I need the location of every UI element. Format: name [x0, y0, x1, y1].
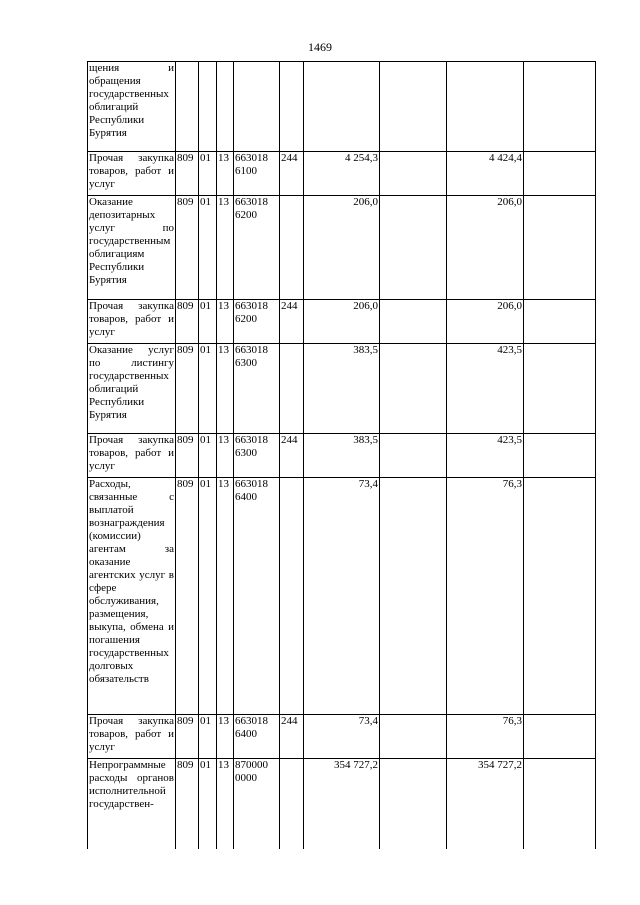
table-row: [88, 715, 596, 759]
empty-cell: [380, 759, 447, 849]
empty-cell: [380, 196, 447, 300]
amount-year-1: 73,4: [304, 715, 380, 759]
budget-table: [87, 61, 596, 849]
table-row: [88, 196, 596, 300]
empty-cell: [380, 152, 447, 196]
expense-type-code: 244: [280, 152, 304, 196]
amount-year-1: 206,0: [304, 300, 380, 344]
section-code: 01: [199, 344, 217, 434]
item-name: Прочая закупка товаров, работ и услуг: [88, 715, 176, 759]
subsection-code: 13: [217, 300, 234, 344]
target-article-code: 663018 6400: [234, 715, 280, 759]
expense-type-code: 244: [280, 434, 304, 478]
amount-year-1: 4 254,3: [304, 152, 380, 196]
empty-cell: [524, 152, 596, 196]
expense-type-code: [280, 62, 304, 152]
ministry-code: 809: [176, 478, 199, 715]
expense-type-code: [280, 478, 304, 715]
amount-year-2: [447, 62, 524, 152]
subsection-code: 13: [217, 715, 234, 759]
expense-type-code: [280, 344, 304, 434]
amount-year-2: 354 727,2: [447, 759, 524, 849]
target-article-code: 663018 6300: [234, 434, 280, 478]
empty-cell: [524, 478, 596, 715]
ministry-code: 809: [176, 434, 199, 478]
empty-cell: [380, 434, 447, 478]
expense-type-code: 244: [280, 715, 304, 759]
table-row: [88, 152, 596, 196]
section-code: 01: [199, 300, 217, 344]
empty-cell: [380, 300, 447, 344]
empty-cell: [524, 62, 596, 152]
expense-type-code: [280, 196, 304, 300]
target-article-code: 870000 0000: [234, 759, 280, 849]
empty-cell: [524, 434, 596, 478]
target-article-code: [234, 62, 280, 152]
amount-year-2: 206,0: [447, 300, 524, 344]
amount-year-1: 206,0: [304, 196, 380, 300]
table-row: [88, 478, 596, 715]
empty-cell: [380, 62, 447, 152]
subsection-code: 13: [217, 434, 234, 478]
empty-cell: [524, 196, 596, 300]
section-code: 01: [199, 152, 217, 196]
subsection-code: 13: [217, 344, 234, 434]
amount-year-2: 206,0: [447, 196, 524, 300]
section-code: 01: [199, 715, 217, 759]
ministry-code: 809: [176, 196, 199, 300]
amount-year-1: 383,5: [304, 434, 380, 478]
amount-year-2: 4 424,4: [447, 152, 524, 196]
expense-type-code: 244: [280, 300, 304, 344]
ministry-code: 809: [176, 152, 199, 196]
amount-year-1: 383,5: [304, 344, 380, 434]
table-row: [88, 759, 596, 849]
subsection-code: 13: [217, 759, 234, 849]
amount-year-1: [304, 62, 380, 152]
table-row: [88, 62, 596, 152]
item-name: Оказание услуг по листингу государственных облигаций Республики Бурятия: [88, 344, 176, 434]
item-name: Прочая закупка товаров, работ и услуг: [88, 152, 176, 196]
empty-cell: [524, 300, 596, 344]
ministry-code: [176, 62, 199, 152]
expense-type-code: [280, 759, 304, 849]
item-name: Непрограммные расходы органов исполнительной государствен-: [88, 759, 176, 849]
subsection-code: 13: [217, 152, 234, 196]
target-article-code: 663018 6200: [234, 196, 280, 300]
section-code: 01: [199, 196, 217, 300]
section-code: [199, 62, 217, 152]
subsection-code: 13: [217, 196, 234, 300]
target-article-code: 663018 6100: [234, 152, 280, 196]
ministry-code: 809: [176, 715, 199, 759]
subsection-code: [217, 62, 234, 152]
item-name: Прочая закупка товаров, работ и услуг: [88, 434, 176, 478]
amount-year-2: 423,5: [447, 344, 524, 434]
amount-year-2: 76,3: [447, 715, 524, 759]
empty-cell: [380, 478, 447, 715]
section-code: 01: [199, 478, 217, 715]
page-number: 1469: [308, 40, 332, 54]
ministry-code: 809: [176, 759, 199, 849]
subsection-code: 13: [217, 478, 234, 715]
item-name: Оказание депозитарных услуг по государственным облигациям Республики Бурятия: [88, 196, 176, 300]
amount-year-1: 73,4: [304, 478, 380, 715]
ministry-code: 809: [176, 300, 199, 344]
empty-cell: [524, 759, 596, 849]
amount-year-2: 423,5: [447, 434, 524, 478]
target-article-code: 663018 6400: [234, 478, 280, 715]
table-row: [88, 300, 596, 344]
empty-cell: [380, 344, 447, 434]
item-name: Прочая закупка товаров, работ и услуг: [88, 300, 176, 344]
ministry-code: 809: [176, 344, 199, 434]
amount-year-2: 76,3: [447, 478, 524, 715]
empty-cell: [380, 715, 447, 759]
item-name: щения и обращения государственных облигаций Республики Бурятия: [88, 62, 176, 152]
target-article-code: 663018 6200: [234, 300, 280, 344]
section-code: 01: [199, 434, 217, 478]
section-code: 01: [199, 759, 217, 849]
empty-cell: [524, 715, 596, 759]
table-row: [88, 344, 596, 434]
target-article-code: 663018 6300: [234, 344, 280, 434]
amount-year-1: 354 727,2: [304, 759, 380, 849]
table-row: [88, 434, 596, 478]
item-name: Расходы, связанные с выплатой вознаграждения (комиссии) агентам за оказание агентских услуг в сфере обслуживания, размещения, выкупа, обмена и погашения государственных долговых обязательств: [88, 478, 176, 715]
empty-cell: [524, 344, 596, 434]
